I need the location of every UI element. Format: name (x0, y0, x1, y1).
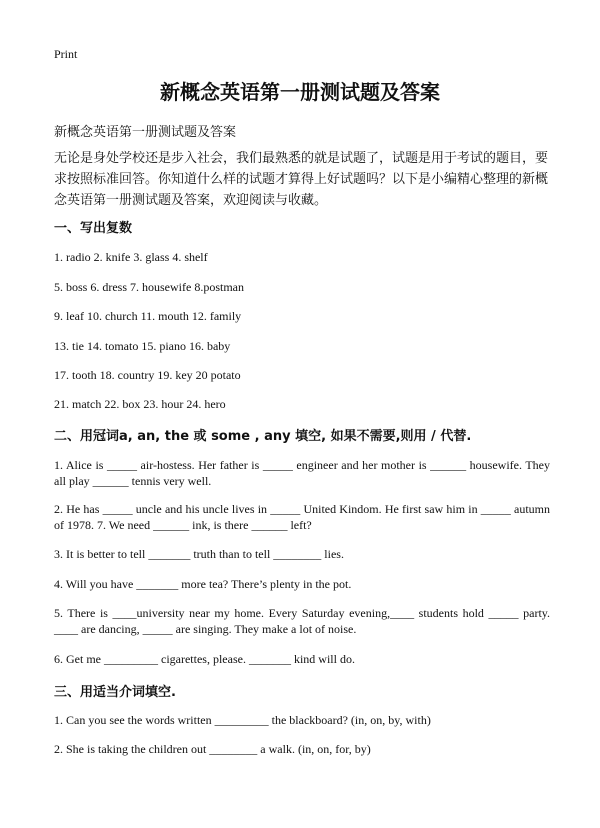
section-1-heading: 一、写出复数 (54, 221, 133, 236)
plural-line: 1. radio 2. knife 3. glass 4. shelf (54, 250, 208, 264)
exercise-item: 4. Will you have _______ more tea? There’s plenty in the pot. (54, 577, 352, 591)
plural-line: 17. tooth 18. country 19. key 20 potato (54, 368, 241, 382)
plural-line: 5. boss 6. dress 7. housewife 8.postman (54, 280, 244, 294)
section-2-heading: 二、用冠词a, an, the 或 some , any 填空, 如果不需要,则用 / 代替. (54, 429, 472, 444)
exercise-item: 2. She is taking the children out ________ a walk. (in, on, for, by) (54, 742, 371, 756)
section-3-heading: 三、用适当介词填空. (54, 685, 176, 700)
exercise-item: 2. He has _____ uncle and his uncle lives in _____ United Kindom. He first saw him in _____ autumn of 1978. 7. We need ______ ink, is there ______ left? (54, 502, 550, 532)
exercise-item: 1. Alice is _____ air-hostess. Her father is _____ engineer and her mother is ______ housewife. They all play ______ tennis very well. (54, 458, 550, 488)
subtitle: 新概念英语第一册测试题及答案 (54, 125, 237, 140)
exercise-item: 6. Get me _________ cigarettes, please. _______ kind will do. (54, 652, 355, 666)
plural-line: 9. leaf 10. church 11. mouth 12. family (54, 309, 242, 323)
exercise-item: 1. Can you see the words written _________ the blackboard? (in, on, by, with) (54, 713, 431, 727)
plural-line: 21. match 22. box 23. hour 24. hero (54, 397, 226, 411)
plural-line: 13. tie 14. tomato 15. piano 16. baby (54, 339, 231, 353)
exercise-item: 5. There is ____university near my home. Every Saturday evening,____ students hold _____ party. ____ are dancing, _____ are singing. They make a lot of noise. (54, 606, 550, 636)
page-title: 新概念英语第一册测试题及答案 (160, 80, 440, 104)
exercise-item: 3. It is better to tell _______ truth than to tell ________ lies. (54, 547, 344, 561)
print-link[interactable]: Print (54, 47, 78, 61)
intro-paragraph: 无论是身处学校还是步入社会，我们最熟悉的就是试题了，试题是用于考试的题目，要求按照标准回答。你知道什么样的试题才算得上好试题吗？以下是小编精心整理的新概念英语第一册测试题及答案，欢迎阅读与收藏。 (54, 151, 549, 208)
